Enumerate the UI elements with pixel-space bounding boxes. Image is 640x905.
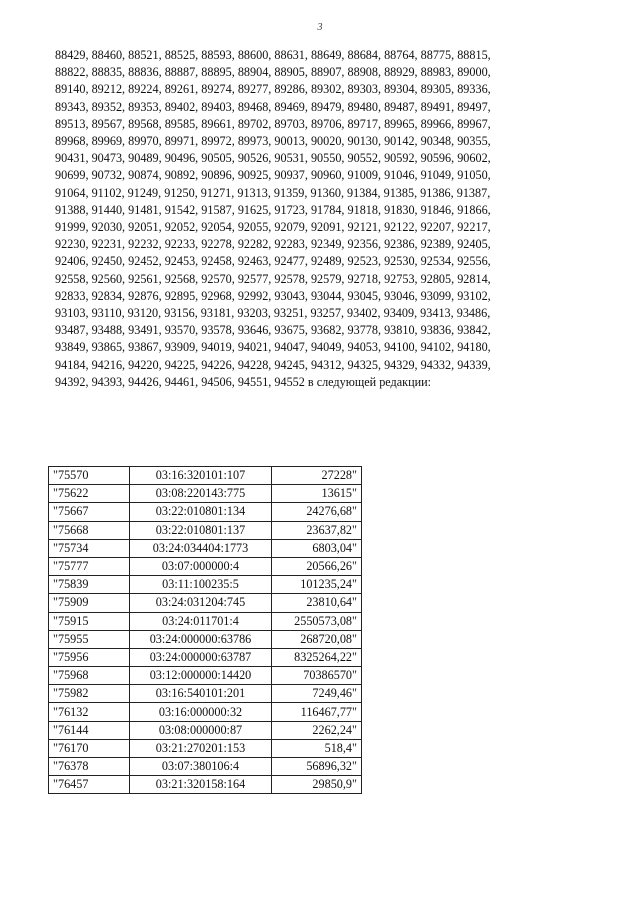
table-row	[49, 685, 362, 703]
table-row	[49, 485, 362, 503]
paragraph-line: 90699, 90732, 90874, 90892, 90896, 90925, 90937, 90960, 91009, 91046, 91049, 91050,	[55, 168, 491, 183]
row-number-cell: "76144	[49, 721, 130, 739]
table-row	[49, 758, 362, 776]
paragraph-line: 94184, 94216, 94220, 94225, 94226, 94228, 94245, 94312, 94325, 94329, 94332, 94339,	[55, 357, 491, 372]
table-row	[49, 739, 362, 757]
paragraph-line: 89343, 89352, 89353, 89402, 89403, 89468, 89469, 89479, 89480, 89487, 89491, 89497,	[55, 99, 491, 114]
table-row	[49, 594, 362, 612]
value-cell: 8325264,22"	[272, 648, 362, 666]
cadastral-number-cell: 03:22:010801:137	[130, 521, 272, 539]
table-row	[49, 667, 362, 685]
table-row	[49, 467, 362, 485]
row-number-cell: "75734	[49, 539, 130, 557]
cadastral-number-cell: 03:21:320158:164	[130, 776, 272, 794]
row-number-cell: "75982	[49, 685, 130, 703]
paragraph-line: 92406, 92450, 92452, 92453, 92458, 92463, 92477, 92489, 92523, 92530, 92534, 92556,	[55, 254, 491, 269]
cadastral-number-cell: 03:16:540101:201	[130, 685, 272, 703]
table-row	[49, 539, 362, 557]
cadastral-number-cell: 03:24:031204:745	[130, 594, 272, 612]
paragraph-line: 90431, 90473, 90489, 90496, 90505, 90526, 90531, 90550, 90552, 90592, 90596, 90602,	[55, 151, 491, 166]
cadastral-number-cell: 03:21:270201:153	[130, 739, 272, 757]
value-cell: 13615"	[272, 485, 362, 503]
paragraph-line: 88822, 88835, 88836, 88887, 88895, 88904, 88905, 88907, 88908, 88929, 88983, 89000,	[55, 65, 491, 80]
cadastral-number-cell: 03:07:000000:4	[130, 557, 272, 575]
cadastral-number-cell: 03:24:000000:63786	[130, 630, 272, 648]
row-number-cell: "75667	[49, 503, 130, 521]
table-row	[49, 576, 362, 594]
paragraph-line: 88429, 88460, 88521, 88525, 88593, 88600, 88631, 88649, 88684, 88764, 88775, 88815,	[55, 48, 491, 62]
row-number-cell: "75839	[49, 576, 130, 594]
cadastral-number-cell: 03:12:000000:14420	[130, 667, 272, 685]
paragraph-line: 92230, 92231, 92232, 92233, 92278, 92282, 92283, 92349, 92356, 92386, 92389, 92405,	[55, 237, 491, 252]
paragraph-line: 92558, 92560, 92561, 92568, 92570, 92577, 92578, 92579, 92718, 92753, 92805, 92814,	[55, 271, 491, 286]
cadastral-number-cell: 03:24:011701:4	[130, 612, 272, 630]
table-row	[49, 721, 362, 739]
row-number-cell: "76457	[49, 776, 130, 794]
paragraph-line: 91388, 91440, 91481, 91542, 91587, 91625, 91723, 91784, 91818, 91830, 91846, 91866,	[55, 202, 491, 217]
value-cell: 6803,04"	[272, 539, 362, 557]
table-row	[49, 776, 362, 794]
paragraph-line: 93487, 93488, 93491, 93570, 93578, 93646, 93675, 93682, 93778, 93810, 93836, 93842,	[55, 323, 491, 338]
cadastral-number-cell: 03:07:380106:4	[130, 758, 272, 776]
row-number-cell: "75956	[49, 648, 130, 666]
codes-table	[48, 466, 362, 794]
cadastral-number-cell: 03:24:034404:1773	[130, 539, 272, 557]
value-cell: 24276,68"	[272, 503, 362, 521]
paragraph-line: 93103, 93110, 93120, 93156, 93181, 93203, 93251, 93257, 93402, 93409, 93413, 93486,	[55, 306, 491, 321]
value-cell: 29850,9"	[272, 776, 362, 794]
paragraph-line: 91999, 92030, 92051, 92052, 92054, 92055, 92079, 92091, 92121, 92122, 92207, 92217,	[55, 220, 491, 235]
row-number-cell: "75909	[49, 594, 130, 612]
value-cell: 23637,82"	[272, 521, 362, 539]
value-cell: 20566,26"	[272, 557, 362, 575]
value-cell: 70386570"	[272, 667, 362, 685]
table-row	[49, 612, 362, 630]
row-number-cell: "76378	[49, 758, 130, 776]
cadastral-number-cell: 03:16:000000:32	[130, 703, 272, 721]
row-number-cell: "75915	[49, 612, 130, 630]
paragraph-line: 89968, 89969, 89970, 89971, 89972, 89973, 90013, 90020, 90130, 90142, 90348, 90355,	[55, 134, 491, 149]
paragraph-line: 89140, 89212, 89224, 89261, 89274, 89277, 89286, 89302, 89303, 89304, 89305, 89336,	[55, 82, 491, 97]
table-row	[49, 557, 362, 575]
value-cell: 7249,46"	[272, 685, 362, 703]
table-row	[49, 703, 362, 721]
row-number-cell: "75955	[49, 630, 130, 648]
value-cell: 2550573,08"	[272, 612, 362, 630]
table-row	[49, 503, 362, 521]
cadastral-number-cell: 03:24:000000:63787	[130, 648, 272, 666]
cadastral-number-cell: 03:22:010801:134	[130, 503, 272, 521]
page-number: 3	[317, 22, 323, 33]
cadastral-number-cell: 03:08:220143:775	[130, 485, 272, 503]
paragraph-line: 92833, 92834, 92876, 92895, 92968, 92992, 93043, 93044, 93045, 93046, 93099, 93102,	[55, 288, 491, 303]
paragraph-line: 89513, 89567, 89568, 89585, 89661, 89702, 89703, 89706, 89717, 89965, 89966, 89967,	[55, 116, 491, 131]
table-row	[49, 521, 362, 539]
cadastral-number-cell: 03:08:000000:87	[130, 721, 272, 739]
row-number-cell: "76132	[49, 703, 130, 721]
cadastral-number-cell: 03:16:320101:107	[130, 467, 272, 485]
row-number-cell: "75668	[49, 521, 130, 539]
value-cell: 518,4"	[272, 739, 362, 757]
paragraph-line: 91064, 91102, 91249, 91250, 91271, 91313, 91359, 91360, 91384, 91385, 91386, 91387,	[55, 185, 491, 200]
row-number-cell: "75777	[49, 557, 130, 575]
paragraph-line: 93849, 93865, 93867, 93909, 94019, 94021, 94047, 94049, 94053, 94100, 94102, 94180,	[55, 340, 491, 355]
row-number-cell: "75968	[49, 667, 130, 685]
value-cell: 2262,24"	[272, 721, 362, 739]
row-number-cell: "75570	[49, 467, 130, 485]
table-row	[49, 630, 362, 648]
value-cell: 116467,77"	[272, 703, 362, 721]
value-cell: 101235,24"	[272, 576, 362, 594]
paragraph-line: 94392, 94393, 94426, 94461, 94506, 94551, 94552 в следующей редакции:	[55, 374, 432, 389]
row-number-cell: "76170	[49, 739, 130, 757]
cadastral-number-cell: 03:11:100235:5	[130, 576, 272, 594]
numbers-paragraph	[55, 47, 628, 391]
value-cell: 27228"	[272, 467, 362, 485]
value-cell: 23810,64"	[272, 594, 362, 612]
row-number-cell: "75622	[49, 485, 130, 503]
table-row	[49, 648, 362, 666]
value-cell: 268720,08"	[272, 630, 362, 648]
value-cell: 56896,32"	[272, 758, 362, 776]
